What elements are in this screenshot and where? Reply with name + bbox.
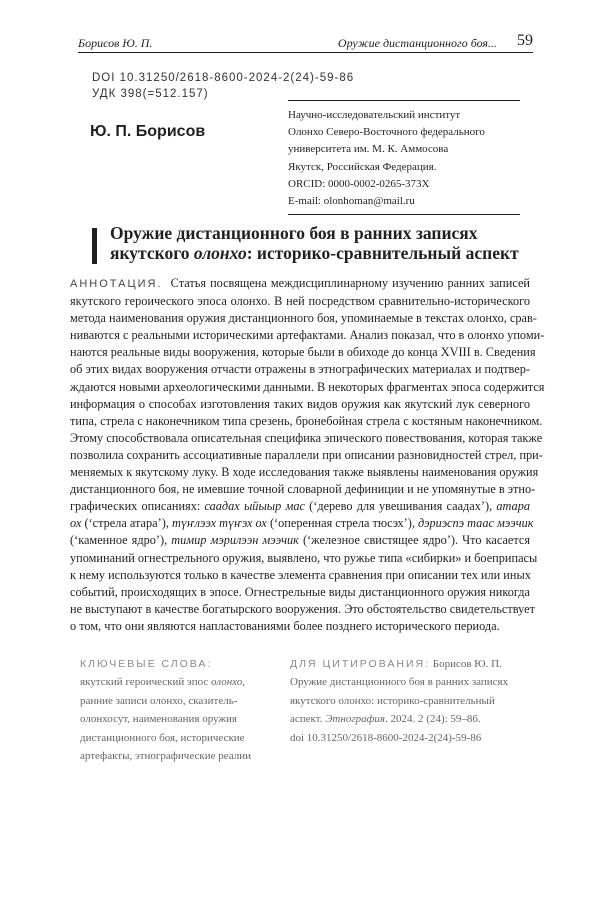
identifiers <box>92 70 354 102</box>
affiliation-line: университета им. М. К. Аммосова <box>288 143 449 156</box>
abstract-line: об этих видах вооружения отчасти отражены в этнографических материалах и подтвер- <box>70 362 530 377</box>
abstract-line: событий, происходящих в эпосе. Огнестрельные виды дистанционного оружия никогда <box>70 584 530 599</box>
udk: УДК 398(=512.157) <box>92 88 209 100</box>
email: E-mail: olonhoman@mail.ru <box>288 195 415 208</box>
citation <box>290 655 530 747</box>
abstract-label: АННОТАЦИЯ. <box>70 278 163 290</box>
abstract-line: (‘каменное ядро’), тимир мэрилээн мээчик (‘железное свистящее ядро’). Что касается <box>70 533 531 548</box>
keywords-line: олонхосут, наименования оружия <box>80 713 237 726</box>
abstract-line: графических описаниях: саадах ыйыыр мас (‘дерево для увешивания саадах’), атара <box>70 499 530 514</box>
abstract-line: меняемых к якутскому луку. В ходе исследования также выявлены наименования оружия <box>70 465 539 480</box>
page-number: 59 <box>517 32 533 49</box>
keywords <box>80 655 270 765</box>
abstract-line: типа, стрела с наконечником типа срезень, бронебойная стрела с костяным наконечником. <box>70 413 543 428</box>
affiliation-line: Научно-исследовательский институт <box>288 109 461 121</box>
author-name: Ю. П. Борисов <box>90 123 206 140</box>
abstract-line: упоминаний огнестрельного оружия, выявлено, что ружье типа «сибирки» и боеприпасы <box>70 550 538 565</box>
affiliation-line: Якутск, Российская Федерация. <box>288 160 437 173</box>
abstract-line: о том, что они являются напластованиями более позднего исторического периода. <box>70 618 500 633</box>
citation-line: ДЛЯ ЦИТИРОВАНИЯ: Борисов Ю. П. <box>290 658 502 670</box>
abstract-line: позволила сохранить ассоциативные параллели при описании разновидностей стрел, при- <box>70 447 543 462</box>
abstract-line: метода наименования оружия дистанционного боя, упоминаемые в текстах олонхо, срав- <box>70 311 537 326</box>
abstract <box>70 275 545 635</box>
orcid: ORCID: 0000-0002-0265-373X <box>288 177 430 190</box>
abstract-line: информация о способах изготовления таких видов оружия как якутский лук северного <box>70 396 530 411</box>
running-header <box>78 32 533 52</box>
abstract-line: к нему используются только в качестве элемента сравнения при описании тех или иных <box>70 567 531 582</box>
title-line-1: Оружие дистанционного боя в ранних записях <box>110 223 478 243</box>
abstract-line: якутского героического эпоса олонхо. В ней посредством сравнительно-исторического <box>70 294 530 309</box>
keywords-line: дистанционного боя, исторические <box>80 731 245 744</box>
keywords-line: якутский героический эпос олонхо, <box>80 676 246 689</box>
keywords-label: КЛЮЧЕВЫЕ СЛОВА: <box>80 658 213 670</box>
abstract-line: дистанционного боя, не имевшие точной словарной дефиниции и не упомянутые в этно- <box>70 482 536 497</box>
abstract-line: ниваются с реальными историческими артефактами. Анализ показал, что в олонхо упоми- <box>70 328 545 343</box>
citation-label: ДЛЯ ЦИТИРОВАНИЯ: <box>290 658 431 670</box>
citation-line: аспект. Этнография. 2024. 2 (24): 59–86. <box>290 713 481 726</box>
doi: DOI 10.31250/2618-8600-2024-2(24)-59-86 <box>92 72 355 84</box>
citation-doi: doi 10.31250/2618-8600-2024-2(24)-59-86 <box>290 731 482 744</box>
abstract-line: наются реальные виды вооружения, которые были в обиходе до конца XVIII в. Сведения <box>70 345 536 360</box>
citation-line: Оружие дистанционного боя в ранних записях <box>290 676 509 689</box>
title-accent-bar <box>92 228 97 264</box>
title-line-2: якутского олонхо: историко-сравнительный аспект <box>110 243 519 263</box>
header-rule <box>78 52 533 53</box>
keywords-line: артефакты, этнографические реалии <box>80 750 251 763</box>
article-title <box>110 223 540 263</box>
abstract-line: ох (‘стрела атара’), түҥлээх түҥэх ох (‘оперенная стрела тюсэх’), дэриэспэ таас мээчик <box>70 516 534 531</box>
header-author: Борисов Ю. П. <box>78 36 153 50</box>
abstract-line: Этому способствовала описательная специфика эпического повествования, которая также <box>70 430 543 445</box>
abstract-line: АННОТАЦИЯ. Статья посвящена междисциплинарному изучению ранних записей <box>70 276 530 290</box>
affiliation-block <box>288 100 520 215</box>
keywords-line: ранние записи олонхо, сказитель- <box>80 694 238 707</box>
affiliation-bottom-rule <box>288 214 520 215</box>
affiliation-line: Олонхо Северо-Восточного федерального <box>288 126 485 139</box>
abstract-line: ждаются новыми археологическими данными. В некоторых фрагментах эпоса содержится <box>70 379 545 394</box>
header-running-title: Оружие дистанционного боя... <box>337 36 497 50</box>
citation-line: якутского олонхо: историко-сравнительный <box>290 694 495 707</box>
abstract-line: не выступают в качестве богатырского вооружения. Это обстоятельство свидетельствует <box>70 601 535 616</box>
